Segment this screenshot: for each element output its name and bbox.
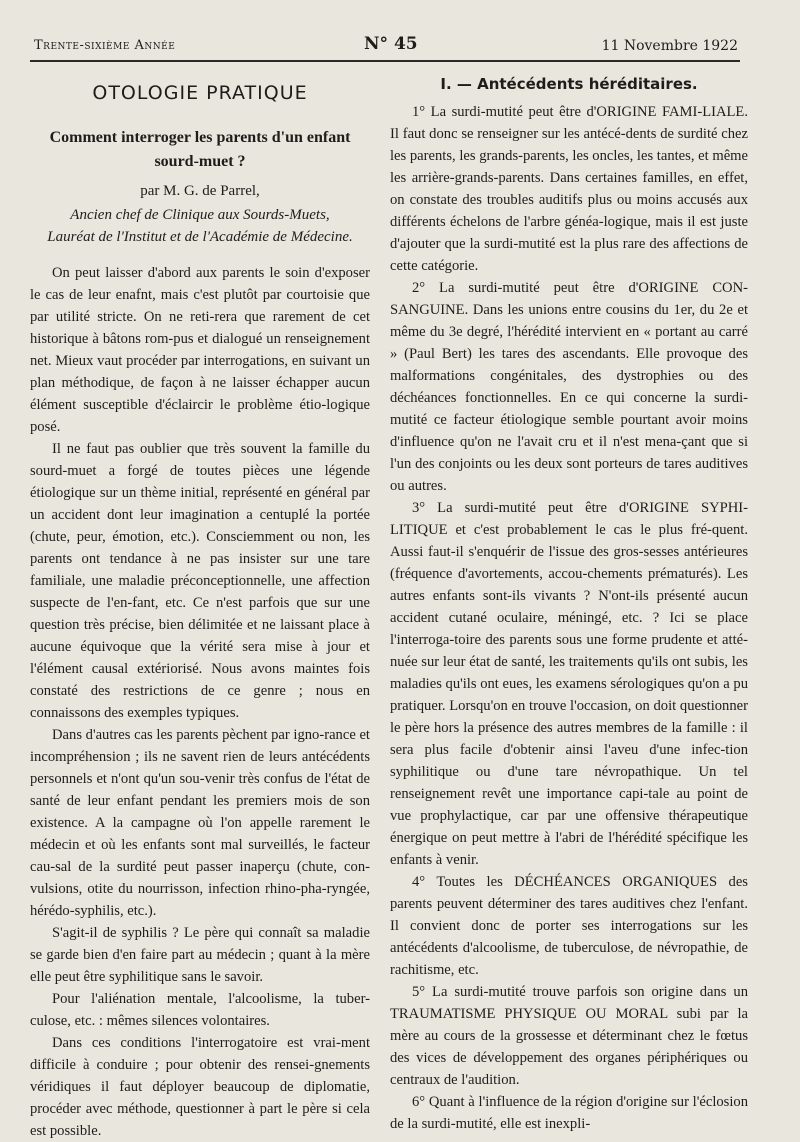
header-rule bbox=[30, 60, 740, 62]
running-head bbox=[34, 34, 738, 58]
paragraph: 2° La surdi-mutité peut être d'ORIGINE CON-SANGUINE. Dans les unions entre cousins du 1er, du 2e et même du 3e degré, l'hérédité intervient en « portant au carré » (Paul Bert) les tares des ascendants. Elle provoque des malformations congénitales, des dystrophies ou des déchéances fonctionnelles. En ce qui concerne la surdi-mutité ce facteur étiologique semble pourtant avoir moins d'influence qu'on ne l'avait cru et il n'est mena-çant que si l'un des conjoints ou les deux sont porteurs de tares auditives ou autres. bbox=[390, 280, 748, 494]
author-affiliation-2: Lauréat de l'Institut et de l'Académie de Médecine. bbox=[47, 229, 353, 245]
paragraph: On peut laisser d'abord aux parents le soin d'exposer le cas de leur enafnt, mais c'est plutôt par courtoisie que par utilité stricte. On ne reti-rera que rarement de cet historique à bâtons rom-pus et dialogué un renseignement net. Mieux vaut procéder par interrogations, en suivant un plan méthodique, de façon à ne laisser échapper aucun élément susceptible d'éclaircir le problème étio-logique posé. bbox=[30, 265, 370, 435]
subsection-title: I. — Antécédents héréditaires. bbox=[440, 75, 698, 93]
paragraph: 4° Toutes les DÉCHÉANCES ORGANIQUES des parents peuvent déterminer des tares auditives chez l'enfant. Il convient donc de porter ses interrogations sur les antécédents d'alcoolisme, de tuberculose, de névropathie, de rachitisme, etc. bbox=[390, 874, 748, 978]
paragraph: 6° Quant à l'influence de la région d'origine sur l'éclosion de la surdi-mutité, elle est inexpli- bbox=[390, 1094, 748, 1132]
right-column bbox=[390, 70, 748, 1135]
paragraph: Il ne faut pas oublier que très souvent la famille du sourd-muet a forgé de toutes pièces une légende étiologique sur un thème initial, représenté en général par un accident dont leur imagination a centuplé la portée (chute, peur, émotion, etc.). Consciemment ou non, les parents ont tendance à ne pas insister sur une tare familiale, une maladie préconceptionnelle, une affection suspecte de l'en-fant, etc. Ce n'est parfois que sur une question très précise, bien délimitée et ne laissant place à aucune équivoque que la vérité sera mise à jour et l'élément causal extériorisé. Nous avons maintes fois constaté des restrictions de ce genre ; nous en connaissons des exemples typiques. bbox=[30, 441, 370, 721]
author-byline: par M. G. de Parrel, bbox=[140, 183, 260, 199]
issue-number: N° 45 bbox=[364, 34, 418, 54]
article-title: Comment interroger les parents d'un enfant sourd-muet ? bbox=[49, 129, 351, 170]
author-affiliation-1: Ancien chef de Clinique aux Sourds-Muets, bbox=[70, 207, 330, 223]
paragraph: S'agit-il de syphilis ? Le père qui connaît sa maladie se garde bien d'en faire part au médecin ; quant à la mère elle peut être syphilitique sans le savoir. bbox=[30, 925, 370, 985]
volume-label: Trente-sixième Année bbox=[34, 38, 176, 53]
paragraph: Pour l'aliénation mentale, l'alcoolisme, la tuber-culose, etc. : mêmes silences volontaires. bbox=[30, 991, 370, 1029]
paragraph: Dans d'autres cas les parents pèchent par igno-rance et incompréhension ; ils ne savent rien de leurs antécédents personnels et n'ont qu'un sou-venir très confus de l'état de santé de leur enfant pendant les premiers mois de son existence. A la campagne où l'on appelle rarement le médecin et où les enfants sont mal surveillés, le facteur cau-sal de la surdité peut passer inaperçu (chute, con-vulsions, otite du nourrisson, infection rhino-pha-ryngée, hérédo-syphilis, etc.). bbox=[30, 727, 370, 919]
paragraph: 3° La surdi-mutité peut être d'ORIGINE SYPHI-LITIQUE et c'est probablement le cas le plus fré-quent. Aussi faut-il s'enquérir de l'issue des gros-sesses antérieures (fréquence d'avortements, accou-chements prématurés). Les autres enfants sont-ils vivants ? N'ont-ils présenté aucun accident cutané oculaire, méningé, etc. ? Ici se place l'interroga-toire des parents sous une forme prudente et atté-nuée sur leur état de santé, les traitements qu'ils ont subis, les maladies qu'ils ont eues, les examens sérologiques qu'on a pu pratiquer. Lorsqu'on en trouve l'occasion, on doit questionner le père hors la présence des autres membres de la famille : il sera plus facile d'obtenir ainsi l'aveu d'une infec-tion syphilitique ou d'une tare névropathique. Un tel renseignement revêt une importance capi-tale au point de vue prophylactique, car par une offensive thérapeutique énergique on peut mettre à l'abri de l'hérédité spécifique les enfants à venir. bbox=[390, 500, 748, 868]
issue-date: 11 Novembre 1922 bbox=[601, 38, 738, 54]
left-column bbox=[30, 70, 370, 1142]
paragraph: Dans ces conditions l'interrogatoire est vrai-ment difficile à conduire ; pour obtenir des rensei-gnements véridiques il faut déployer beaucoup de diplomatie, procéder avec méthode, questionner à part le père si cela est possible. bbox=[30, 1035, 370, 1139]
paragraph: 1° La surdi-mutité peut être d'ORIGINE FAMI-LIALE. Il faut donc se renseigner sur les antécé-dents de surdité chez les parents, les grands-parents, les oncles, les tantes, et même les arrière-grands-parents. Dans certaines familles, en effet, on constate des troubles auditifs plus ou moins accusés aux différents échelons de l'arbre généa-logique, mais il est juste d'ajouter que la surdi-mutité est la plus rare des affections de cette catégorie. bbox=[390, 104, 748, 274]
section-title: OTOLOGIE PRATIQUE bbox=[92, 82, 308, 104]
paragraph: 5° La surdi-mutité trouve parfois son origine dans un TRAUMATISME PHYSIQUE OU MORAL subi par la mère au cours de la grossesse et déterminant chez le fœtus des vices de développement des organes périphériques ou centraux de l'audition. bbox=[390, 984, 748, 1088]
